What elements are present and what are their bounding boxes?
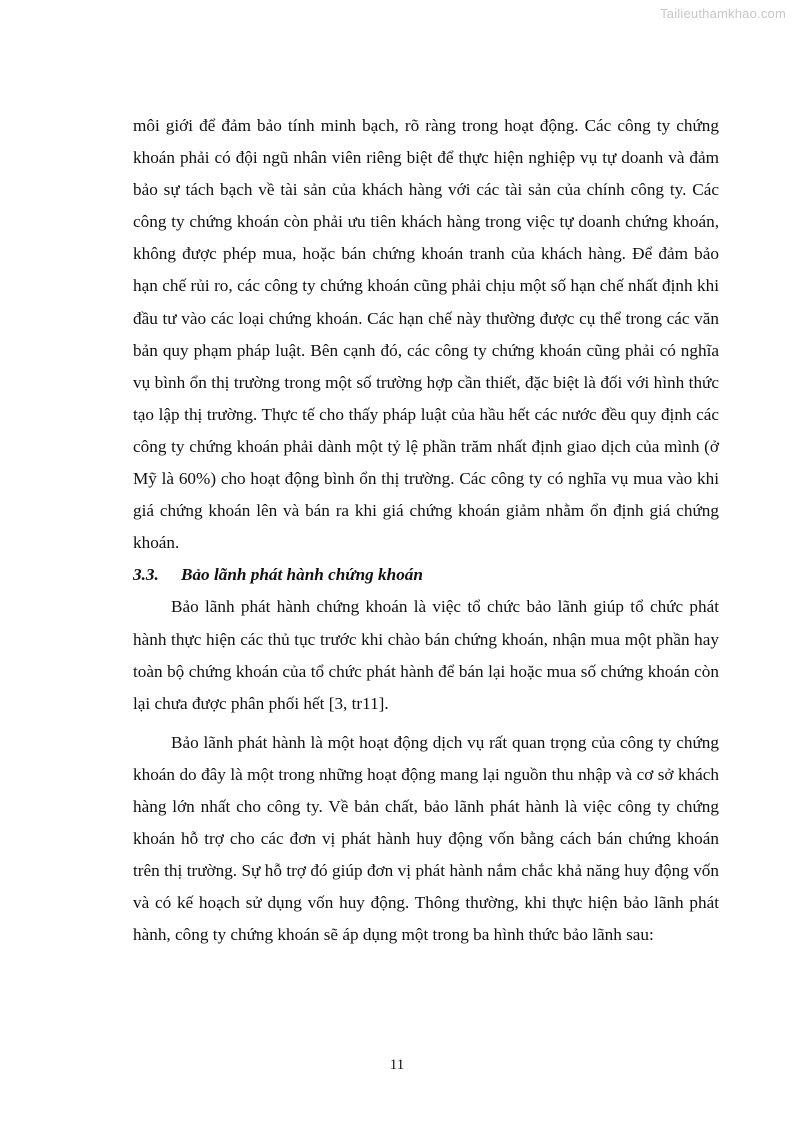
section-number: 3.3.: [133, 565, 159, 585]
page-number: 11: [389, 1057, 405, 1073]
section-title: Bảo lãnh phát hành chứng khoán: [181, 565, 423, 585]
section-heading: [133, 559, 719, 591]
watermark: Tailieuthamkhao.com: [660, 6, 786, 21]
paragraph-continued: môi giới để đảm bảo tính minh bạch, rõ ràng trong hoạt động. Các công ty chứng khoán phải có đội ngũ nhân viên riêng biệt để thực hiện nghiệp vụ tự doanh và đảm bảo sự tách bạch về tài sản của khách hàng với các tài sản của chính công ty. Các công ty chứng khoán còn phải ưu tiên khách hàng trong việc tự doanh chứng khoán, không được phép mua, hoặc bán chứng khoán tranh của khách hàng. Để đảm bảo hạn chế rủi ro, các công ty chứng khoán cũng phải chịu một số hạn chế nhất định khi đầu tư vào các loại chứng khoán. Các hạn chế này thường được cụ thể trong các văn bản quy phạm pháp luật. Bên cạnh đó, các công ty chứng khoán cũng phải có nghĩa vụ bình ổn thị trường trong một số trường hợp cần thiết, đặc biệt là đối với hình thức tạo lập thị trường. Thực tế cho thấy pháp luật của hầu hết các nước đều quy định các công ty chứng khoán phải dành một tỷ lệ phần trăm nhất định giao dịch của mình (ở Mỹ là 60%) cho hoạt động bình ổn thị trường. Các công ty có nghĩa vụ mua vào khi giá chứng khoán lên và bán ra khi giá chứng khoán giảm nhằm ổn định giá chứng khoán.: [133, 116, 719, 553]
page-body: [133, 110, 719, 951]
paragraph-definition: Bảo lãnh phát hành chứng khoán là việc tổ chức bảo lãnh giúp tổ chức phát hành thực hiện các thủ tục trước khi chào bán chứng khoán, nhận mua một phần hay toàn bộ chứng khoán của tổ chức phát hành để bán lại hoặc mua số chứng khoán còn lại chưa được phân phối hết [3, tr11].: [133, 597, 719, 713]
paragraph-underwriting: Bảo lãnh phát hành là một hoạt động dịch vụ rất quan trọng của công ty chứng khoán do đây là một trong những hoạt động mang lại nguồn thu nhập và cơ sở khách hàng lớn nhất cho công ty. Về bản chất, bảo lãnh phát hành là việc công ty chứng khoán hỗ trợ cho các đơn vị phát hành huy động vốn bằng cách bán chứng khoán trên thị trường. Sự hỗ trợ đó giúp đơn vị phát hành nắm chắc khả năng huy động vốn và có kế hoạch sử dụng vốn huy động. Thông thường, khi thực hiện bảo lãnh phát hành, công ty chứng khoán sẽ áp dụng một trong ba hình thức bảo lãnh sau:: [133, 732, 719, 945]
